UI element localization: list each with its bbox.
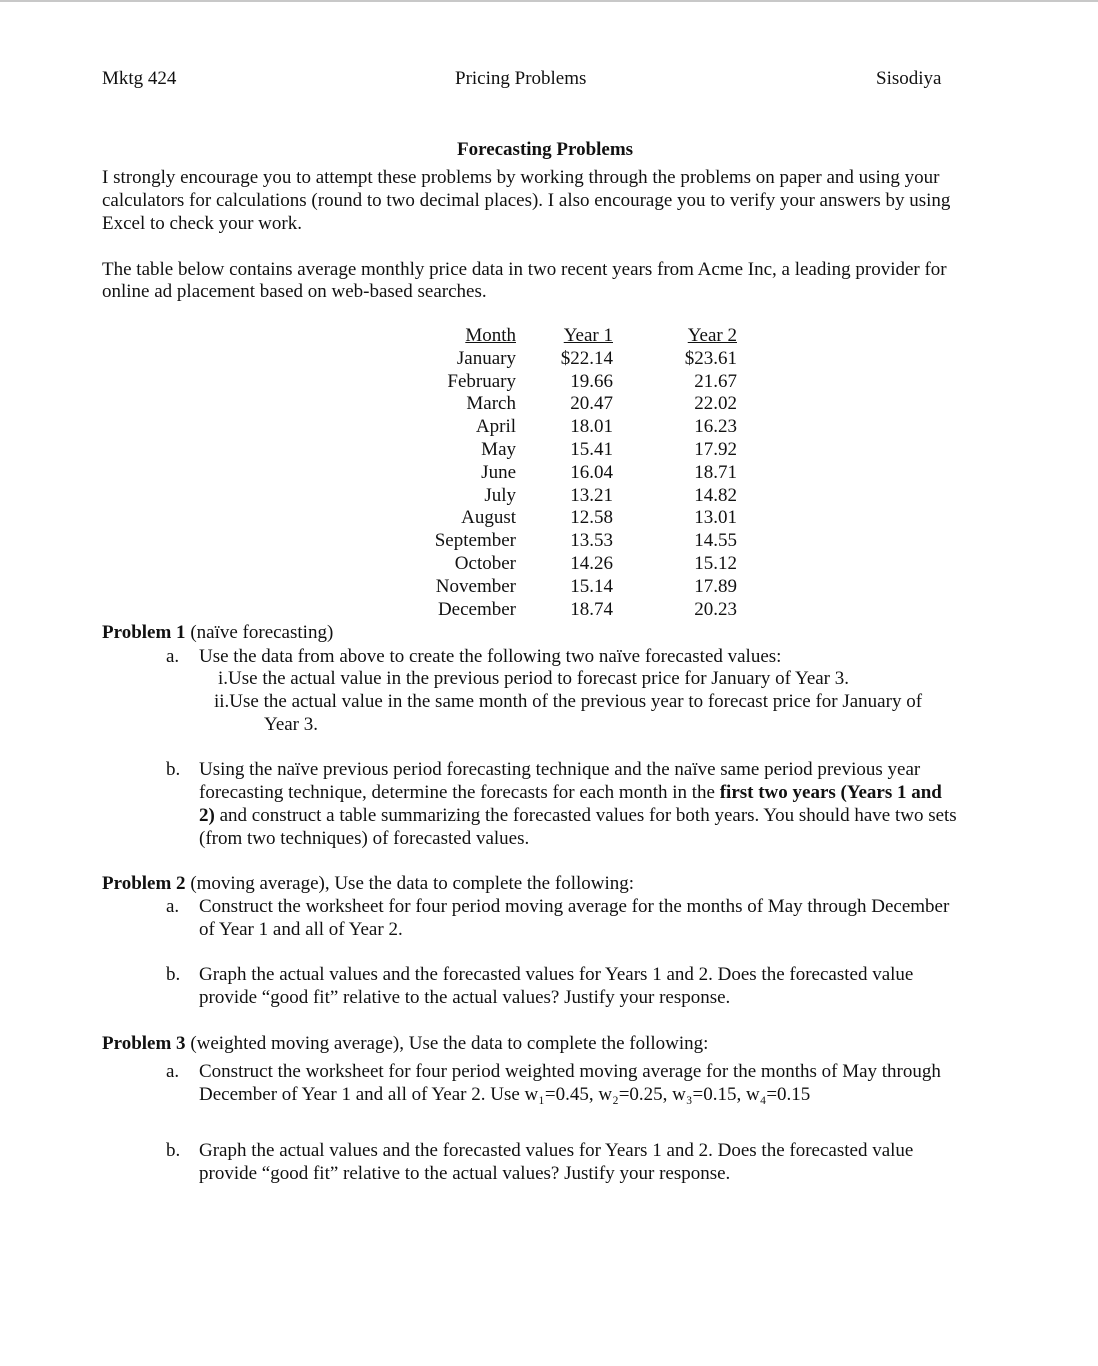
p1-b-bold-text-2: 2) [199, 805, 215, 826]
table-row [400, 599, 737, 622]
p1-a-ii-2: Year 3. [264, 714, 319, 735]
p3-a-line-1: Construct the worksheet for four period weighted moving average for the months of May through [199, 1061, 941, 1082]
cell-month: January [456, 347, 516, 369]
p1-b-line-3 [199, 804, 957, 827]
cell-year-2: 14.82 [694, 484, 737, 506]
p3-b-marker: b. [166, 1140, 181, 1161]
header-course: Mktg 424 [102, 68, 177, 89]
intro-line-3: Excel to check your work. [102, 213, 302, 234]
p1-b-line-2 [199, 781, 942, 804]
table-intro-line-1: The table below contains average monthly price data in two recent years from Acme Inc, a leading provider for [102, 259, 947, 280]
cell-year-1: 13.53 [570, 530, 613, 552]
cell-month: September [434, 530, 516, 552]
p2-b-line-2: provide “good fit” relative to the actual values? Justify your response. [199, 987, 731, 1008]
cell-year-2: 17.89 [694, 575, 737, 597]
header-year-1: Year 1 [563, 325, 613, 346]
problem-2-heading [102, 872, 634, 895]
table-row [400, 553, 737, 576]
price-table [400, 325, 737, 621]
p1-b-bold-text: first two years (Years 1 and [719, 782, 942, 803]
problem-2-desc: (moving average), Use the data to complete the following: [185, 873, 635, 894]
problem-3-heading [102, 1032, 708, 1055]
problem-2-label: Problem 2 [102, 873, 186, 894]
p1-b-line-3-text: and construct a table summarizing the forecasted values for both years. You should have two sets [214, 805, 957, 826]
cell-year-1: 12.58 [570, 507, 613, 529]
cell-year-1: 15.14 [570, 575, 613, 597]
table-intro-line-2: online ad placement based on web-based searches. [102, 281, 487, 302]
p3-b-line-2: provide “good fit” relative to the actual values? Justify your response. [199, 1163, 731, 1184]
p2-b-line-1: Graph the actual values and the forecasted values for Years 1 and 2. Does the forecasted value [199, 964, 914, 985]
table-row [400, 416, 737, 439]
p3-a-line-2: December of Year 1 and all of Year 2. Use w₁=0.45, w₂=0.25, w₃=0.15, w₄=0.15 [199, 1084, 811, 1105]
p3-a-marker: a. [166, 1061, 180, 1082]
cell-year-2: 15.12 [694, 552, 737, 574]
p2-a-line-1: Construct the worksheet for four period moving average for the months of May through December [199, 896, 950, 917]
cell-year-1: 14.26 [570, 552, 613, 574]
cell-month: October [454, 552, 516, 574]
p1-a-i: i.Use the actual value in the previous period to forecast price for January of Year 3. [218, 668, 850, 689]
p3-b-line-1: Graph the actual values and the forecasted values for Years 1 and 2. Does the forecasted value [199, 1140, 914, 1161]
table-header-row [400, 325, 737, 348]
cell-year-2: 17.92 [694, 438, 737, 460]
cell-month: April [475, 416, 516, 438]
table-row [400, 507, 737, 530]
cell-month: July [484, 484, 516, 506]
header-year-2: Year 2 [687, 325, 737, 346]
problem-1-desc: (naïve forecasting) [185, 622, 334, 643]
cell-month: February [447, 370, 516, 392]
table-row [400, 576, 737, 599]
cell-year-1: $22.14 [560, 347, 613, 369]
table-row [400, 348, 737, 371]
cell-year-2: 20.23 [694, 598, 737, 620]
cell-month: August [461, 507, 516, 529]
problem-3-desc: (weighted moving average), Use the data to complete the following: [185, 1033, 709, 1054]
table-row [400, 462, 737, 485]
cell-year-2: 14.55 [694, 530, 737, 552]
cell-year-1: 15.41 [570, 438, 613, 460]
page-top-border [0, 0, 1098, 2]
intro-line-2: calculators for calculations (round to two decimal places). I also encourage you to verify your answers by using [102, 190, 951, 211]
p1-b-line-4: (from two techniques) of forecasted values. [199, 828, 530, 849]
problem-3-label: Problem 3 [102, 1033, 186, 1054]
table-row [400, 439, 737, 462]
header-month: Month [465, 325, 516, 346]
table-row [400, 530, 737, 553]
p2-a-line-2: of Year 1 and all of Year 2. [199, 919, 403, 940]
cell-month: March [466, 393, 516, 415]
cell-year-1: 18.01 [570, 416, 613, 438]
p1-b-marker: b. [166, 759, 181, 780]
cell-year-2: 21.67 [694, 370, 737, 392]
cell-year-2: 22.02 [694, 393, 737, 415]
cell-year-2: 16.23 [694, 416, 737, 438]
cell-year-1: 19.66 [570, 370, 613, 392]
cell-month: November [435, 575, 516, 597]
cell-year-2: 13.01 [694, 507, 737, 529]
cell-month: June [481, 461, 516, 483]
cell-year-1: 18.74 [570, 598, 613, 620]
header-topic: Pricing Problems [455, 68, 587, 89]
intro-line-1: I strongly encourage you to attempt these problems by working through the problems on paper and using your [102, 167, 940, 188]
problem-1-heading [102, 621, 333, 644]
cell-month: May [481, 438, 516, 460]
cell-month: December [437, 598, 516, 620]
cell-year-2: $23.61 [684, 347, 737, 369]
table-row [400, 371, 737, 394]
table-row [400, 485, 737, 508]
p2-a-marker: a. [166, 896, 180, 917]
cell-year-1: 13.21 [570, 484, 613, 506]
cell-year-1: 16.04 [570, 461, 613, 483]
header-author: Sisodiya [876, 68, 942, 89]
p1-b-line-1: Using the naïve previous period forecasting technique and the naïve same period previous year [199, 759, 921, 780]
problem-1-label: Problem 1 [102, 622, 186, 643]
p1-a-text: Use the data from above to create the following two naïve forecasted values: [199, 646, 782, 667]
p1-b-line-2-text: forecasting technique, determine the forecasts for each month in the [199, 782, 720, 803]
p1-a-ii-1: ii.Use the actual value in the same month of the previous year to forecast price for January of [214, 691, 923, 712]
table-row [400, 393, 737, 416]
page-title: Forecasting Problems [457, 139, 634, 160]
p2-b-marker: b. [166, 964, 181, 985]
p1-a-marker: a. [166, 646, 180, 667]
cell-year-1: 20.47 [570, 393, 613, 415]
cell-year-2: 18.71 [694, 461, 737, 483]
